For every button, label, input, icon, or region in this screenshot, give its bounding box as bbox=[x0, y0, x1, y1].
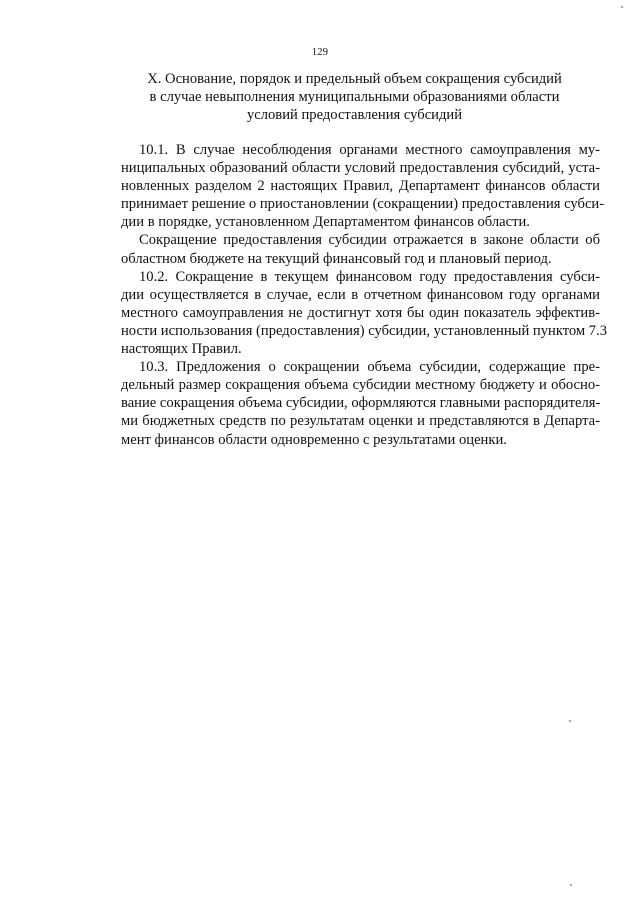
scan-speck bbox=[570, 884, 572, 886]
scan-speck bbox=[621, 6, 623, 8]
text-line: ности использования (предоставления) субсидии, установленный пунктом 7.3 bbox=[121, 322, 608, 339]
text-line: дии осуществляется в случае, если в отчетном финансовом году органами bbox=[121, 286, 600, 303]
text-line: 10.1. В случае несоблюдения органами местного самоуправления му- bbox=[139, 142, 600, 158]
text-line: дии в порядке, установленном Департаментом финансов области. bbox=[121, 214, 530, 231]
heading-line: X. Основание, порядок и предельный объем сокращения субсидий bbox=[147, 71, 562, 87]
scan-speck bbox=[569, 720, 571, 722]
text-line: областном бюджете на текущий финансовый год и плановый период. bbox=[121, 250, 552, 267]
text-line: вание сокращения объема субсидии, оформляются главными распорядителя- bbox=[121, 395, 601, 412]
text-line: ниципальных образований области условий предоставления субсидий, уста- bbox=[121, 160, 600, 177]
text-line: 10.2. Сокращение в текущем финансовом году предоставления субси- bbox=[139, 268, 600, 285]
text-line: новленных разделом 2 настоящих Правил, Департамент финансов области bbox=[121, 178, 600, 195]
text-line: мент финансов области одновременно с результатами оценки. bbox=[121, 431, 507, 448]
section-heading bbox=[112, 70, 597, 124]
body-text bbox=[121, 141, 608, 449]
paragraph-10-1 bbox=[121, 141, 605, 231]
page-number: 129 bbox=[311, 47, 329, 58]
paragraph-reduction-note bbox=[121, 231, 600, 267]
heading-line: в случае невыполнения муниципальными образованиями области bbox=[149, 89, 560, 105]
text-line: местного самоуправления не достигнут хотя бы один показатель эффектив- bbox=[121, 304, 600, 321]
paragraph-10-2 bbox=[121, 268, 608, 358]
text-line: Сокращение предоставления субсидии отражается в законе области об bbox=[139, 232, 600, 249]
text-line: 10.3. Предложения о сокращении объема субсидии, содержащие пре- bbox=[139, 359, 600, 376]
text-line: настоящих Правил. bbox=[121, 341, 242, 358]
text-line: ми бюджетных средств по результатам оценки и представляются в Департа- bbox=[121, 413, 600, 430]
paragraph-10-3 bbox=[121, 358, 600, 448]
heading-line: условий предоставления субсидий bbox=[246, 107, 463, 123]
text-line: дельный размер сокращения объема субсидии местному бюджету и обосно- bbox=[121, 377, 600, 394]
text-line: принимает решение о приостановлении (сокращении) предоставления субси- bbox=[121, 196, 605, 213]
